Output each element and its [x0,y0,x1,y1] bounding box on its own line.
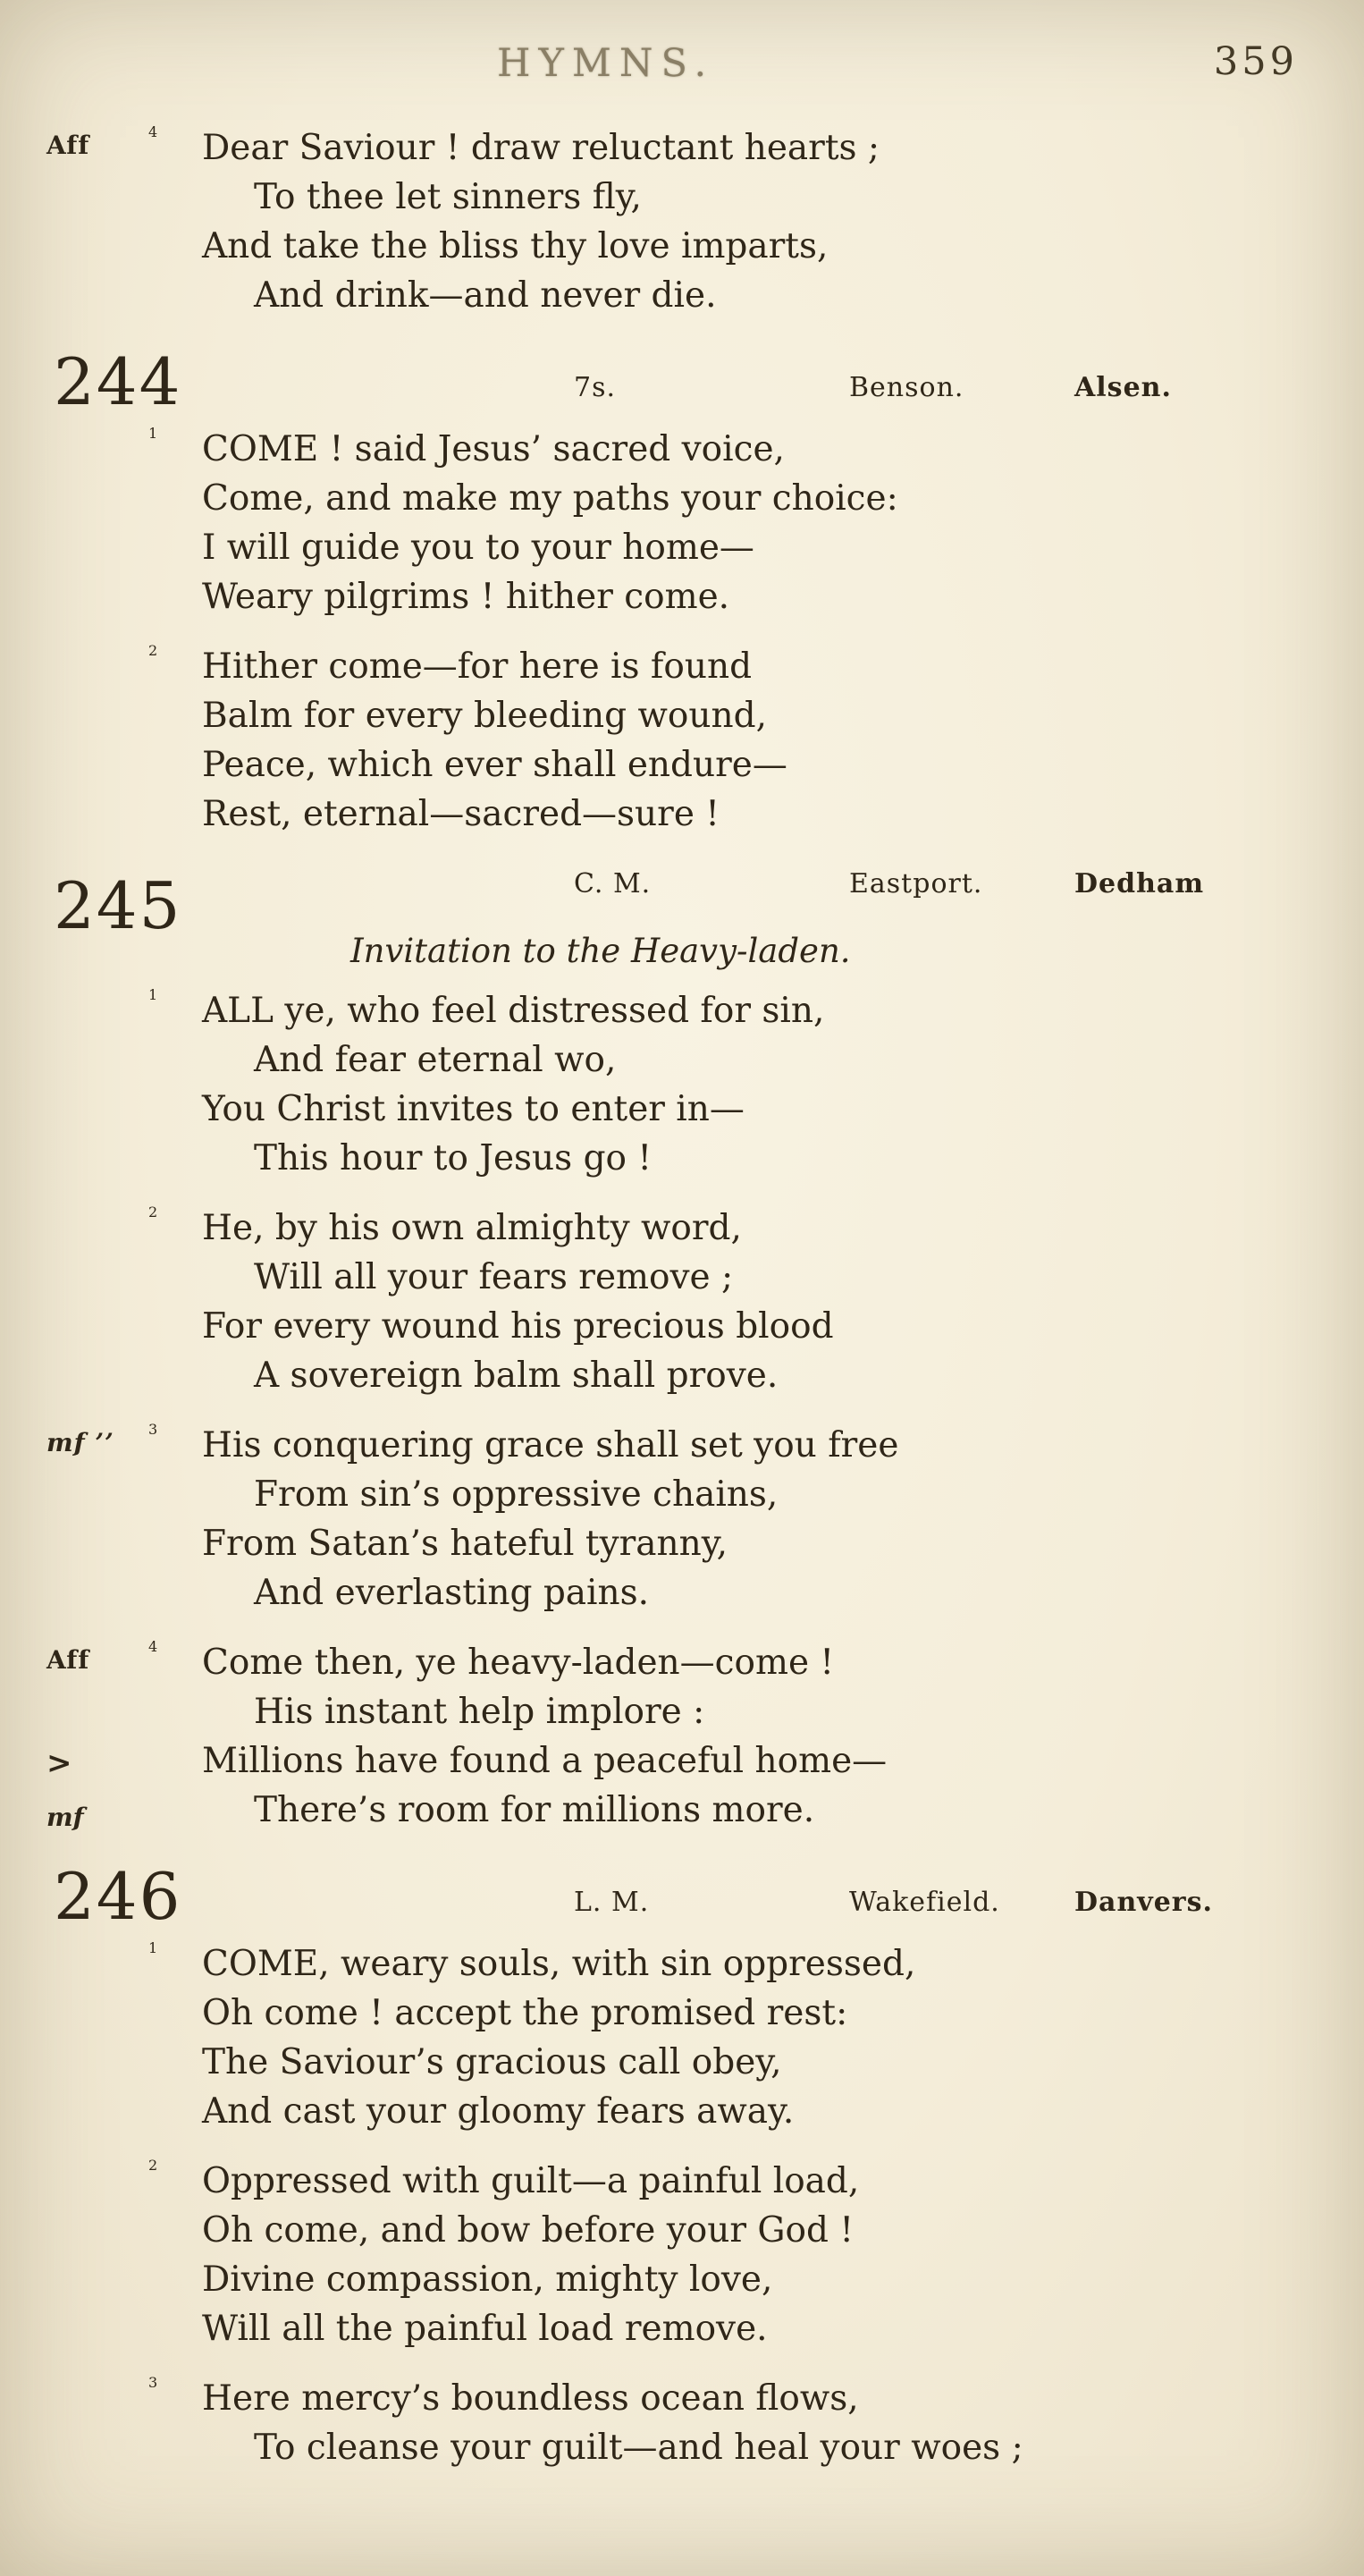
verse-line [202,123,1310,173]
stanza [46,1421,1310,1617]
verse-line [202,1351,1310,1400]
hymn-meter: 7s. [574,372,617,403]
verse-line [202,1568,1310,1617]
page-number: 359 [1213,39,1298,84]
tune-name: Wakefield. [849,1887,1000,1918]
verse-text: His instant help implore : [254,1692,705,1732]
hymn-245 [46,859,1310,1835]
verse-line [202,2423,1310,2472]
verse-text: To cleanse your guilt—and heal your woes ; [254,2428,1023,2468]
verse-text: Weary pilgrims ! hither come. [202,577,730,617]
verse-line [202,222,1310,271]
verse-line [202,2038,1310,2087]
verse-text: COME, weary souls, with sin oppressed, [202,1944,916,1984]
hymn-heading [54,859,1310,977]
verse-line [202,1035,1310,1085]
tune-name: Dedham [1074,868,1205,899]
verse-text: And cast your gloomy fears away. [202,2091,795,2132]
verse-text: A sovereign balm shall prove. [254,1356,779,1396]
verse-text: And everlasting pains. [254,1573,650,1613]
stanza [148,2374,1310,2472]
stanza [148,642,1310,839]
stanza [148,986,1310,1183]
stanza-number: 3 [148,2374,158,2391]
verse-line [202,740,1310,790]
verse-line [202,986,1310,1035]
verse-line [202,1204,1310,1253]
verse-text: And fear eternal wo, [254,1040,617,1080]
stanza [148,2157,1310,2353]
tune-name: Benson. [849,372,964,403]
verse-text: Peace, which ever shall endure— [202,745,787,785]
verse-line [202,1253,1310,1302]
stanza-number: 1 [148,425,158,442]
stanza-number: 1 [148,1939,158,1956]
accent-marker: > [46,1745,72,1781]
verse-text: Oppressed with guilt—a painful load, [202,2161,860,2201]
verse-text: There’s room for millions more. [254,1790,815,1830]
tune-name: Danvers. [1074,1887,1213,1918]
verse-text: COME ! said Jesus’ sacred voice, [202,429,785,469]
verse-line [202,2206,1310,2255]
verse-text: Millions have found a peaceful home— [202,1741,888,1781]
verse-text: I will guide you to your home— [202,528,754,568]
stanza-number: 2 [148,642,158,659]
verse-text: Balm for every bleeding wound, [202,696,767,736]
hymn-heading [54,1855,1310,1934]
verse-line [202,691,1310,740]
verse-line [202,1470,1310,1519]
hymn-246 [54,1855,1310,2472]
hymn-number: 246 [54,1859,182,1934]
text-block [46,123,1310,2472]
verse-text: Here mercy’s boundless ocean flows, [202,2378,859,2419]
verse-line [202,1638,1310,1687]
verse-text: Divine compassion, mighty love, [202,2259,773,2300]
verse-line [202,642,1310,691]
verse-line [202,1085,1310,1134]
verse-text: Will all your fears remove ; [254,1257,734,1297]
verse-line [202,2087,1310,2136]
verse-line [202,1302,1310,1351]
stanza [46,1638,1310,1835]
verse-text: This hour to Jesus go ! [254,1138,653,1178]
verse-line [202,572,1310,621]
verse-line [202,271,1310,320]
affettuoso-marker: Aff [46,1645,90,1675]
tune-name: Alsen. [1074,372,1172,403]
verse-text: Hither come—for here is found [202,646,753,687]
verse-text: Oh come ! accept the promised rest: [202,1993,848,2033]
hymn-244 [54,341,1310,839]
tune-name: Eastport. [849,868,983,899]
hymn-number: 244 [54,344,182,419]
dynamic-marker: mf ’’ [46,1428,114,1457]
verse-line [46,1786,1310,1835]
verse-line [46,1736,1310,1786]
verse-line [202,790,1310,839]
verse-line [202,2374,1310,2423]
stanza-number: 2 [148,1204,158,1220]
verse-text: His conquering grace shall set you free [202,1425,899,1465]
hymn-heading [54,341,1310,419]
verse-text: To thee let sinners fly, [254,177,642,217]
hymn-meter: L. M. [574,1887,650,1918]
verse-text: You Christ invites to enter in— [202,1089,745,1129]
verse-text: Come, and make my paths your choice: [202,478,898,519]
verse-text: From sin’s oppressive chains, [254,1474,779,1515]
page-header [55,0,1309,97]
verse-line [202,474,1310,523]
verse-text: The Saviour’s gracious call obey, [202,2042,782,2082]
affettuoso-marker: Aff [46,131,90,160]
hymn-meter: C. M. [574,868,652,899]
dynamic-marker: mf [46,1803,84,1832]
verse-line [202,1134,1310,1183]
verse-text: Will all the painful load remove. [202,2309,768,2349]
verse-line [202,2304,1310,2353]
verse-line [202,2255,1310,2304]
hymn-subtitle: Invitation to the Heavy-laden. [350,932,851,970]
running-title: HYMNS. [497,41,715,86]
verse-line [202,1421,1310,1470]
verse-line [202,1939,1310,1989]
verse-text: Dear Saviour ! draw reluctant hearts ; [202,128,880,168]
hymn-number: 245 [54,868,182,943]
verse-text: And take the bliss thy love imparts, [202,226,829,266]
verse-line [202,523,1310,572]
verse-text: From Satan’s hateful tyranny, [202,1524,728,1564]
stanza [148,425,1310,621]
verse-text: And drink—and never die. [254,275,717,316]
stanza-continuation [46,123,1310,320]
verse-line [202,425,1310,474]
stanza [148,1939,1310,2136]
verse-text: He, by his own almighty word, [202,1208,742,1248]
verse-text: For every wound his precious blood [202,1306,834,1347]
stanza [148,1204,1310,1400]
stanza-number: 4 [148,1638,158,1655]
stanza-number: 3 [148,1421,158,1438]
verse-line [202,2157,1310,2206]
verse-text: Rest, eternal—sacred—sure ! [202,794,720,834]
verse-text: ALL ye, who feel distressed for sin, [202,991,825,1031]
stanza-number: 4 [148,123,158,140]
verse-line [202,1989,1310,2038]
stanza-number: 1 [148,986,158,1003]
verse-line [202,1687,1310,1736]
verse-text: Oh come, and bow before your God ! [202,2210,855,2251]
stanza-number: 2 [148,2157,158,2174]
verse-line [202,173,1310,222]
verse-line [202,1519,1310,1568]
verse-text: Come then, ye heavy-laden—come ! [202,1643,835,1683]
